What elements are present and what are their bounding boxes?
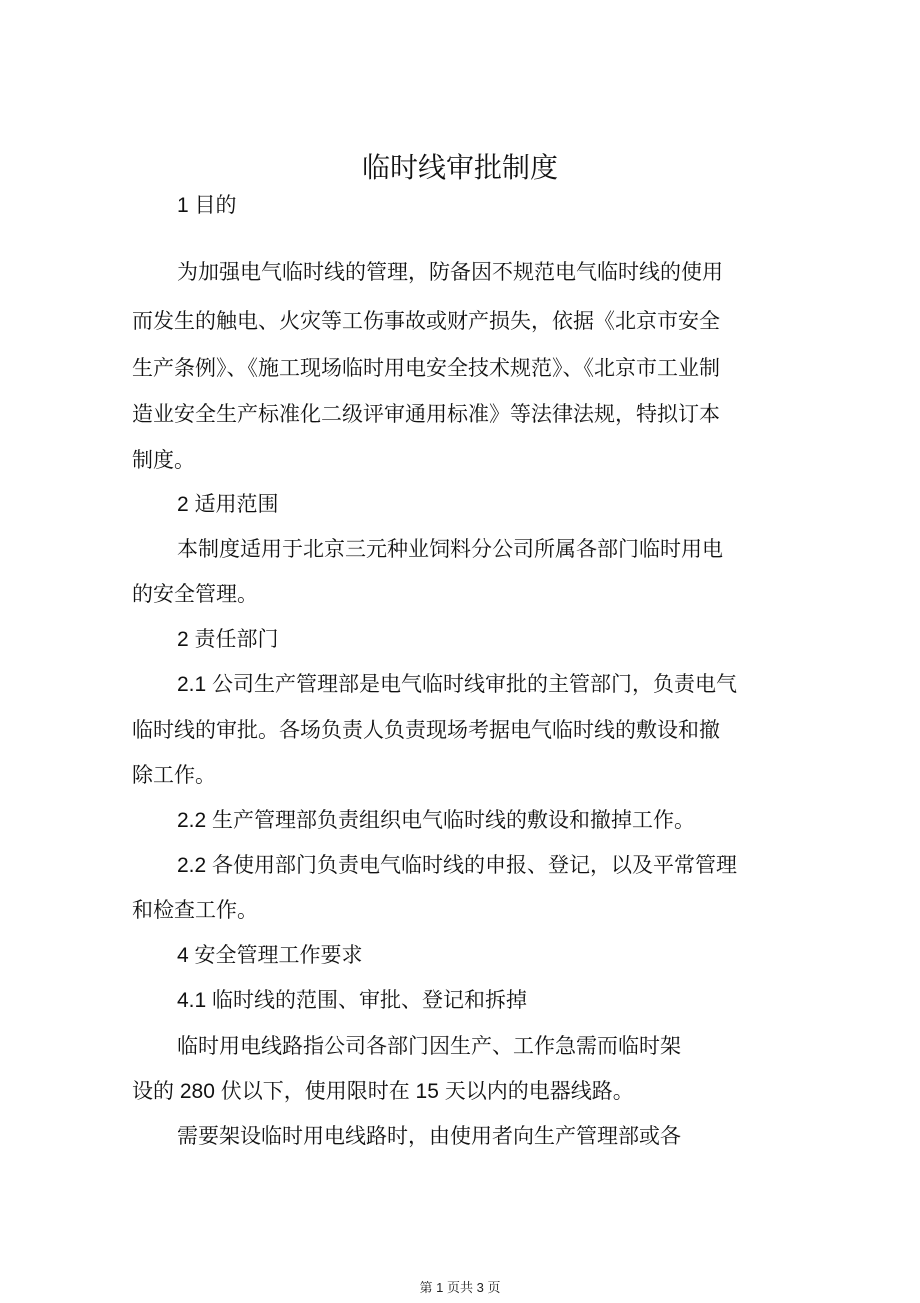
section-heading: 2 责任部门 [177, 628, 279, 651]
paragraph-line: 2.1 公司生产管理部是电气临时线审批的主管部门，负责电气 [177, 673, 738, 696]
paragraph-line: 的安全管理。 [132, 583, 258, 606]
section-heading: 4 安全管理工作要求 [177, 944, 363, 967]
page-footer: 第 1 页共 3 页 [419, 1280, 501, 1295]
section-heading: 2 适用范围 [177, 493, 279, 516]
paragraph-line: 和检查工作。 [132, 899, 258, 922]
paragraph-line: 设的 280 伏以下，使用限时在 15 天以内的电器线路。 [132, 1080, 634, 1103]
paragraph-line: 临时线的审批。各场负责人负责现场考据电气临时线的敷设和撤 [132, 719, 720, 742]
paragraph-line: 制度。 [132, 449, 195, 472]
paragraph-line: 2.2 生产管理部负责组织电气临时线的敷设和撤掉工作。 [177, 809, 696, 832]
paragraph-line: 临时用电线路指公司各部门因生产、工作急需而临时架 [177, 1035, 681, 1058]
paragraph-line: 本制度适用于北京三元种业饲料分公司所属各部门临时用电 [177, 538, 723, 561]
subsection-heading: 4.1 临时线的范围、审批、登记和拆掉 [177, 989, 528, 1012]
paragraph-line: 造业安全生产标准化二级评审通用标准》等法律法规，特拟订本 [132, 403, 720, 426]
paragraph-line: 为加强电气临时线的管理，防备因不规范电气临时线的使用 [177, 261, 723, 284]
document-title: 临时线审批制度 [361, 152, 558, 183]
section-heading: 1 目的 [177, 194, 237, 217]
paragraph-line: 除工作。 [132, 764, 216, 787]
paragraph-line: 需要架设临时用电线路时，由使用者向生产管理部或各 [177, 1125, 681, 1148]
paragraph-line: 生产条例》、《施工现场临时用电安全技术规范》、《北京市工业制 [132, 357, 720, 380]
paragraph-line: 2.2 各使用部门负责电气临时线的申报、登记，以及平常管理 [177, 854, 738, 877]
paragraph-line: 而发生的触电、火灾等工伤事故或财产损失，依据《北京市安全 [132, 310, 720, 333]
